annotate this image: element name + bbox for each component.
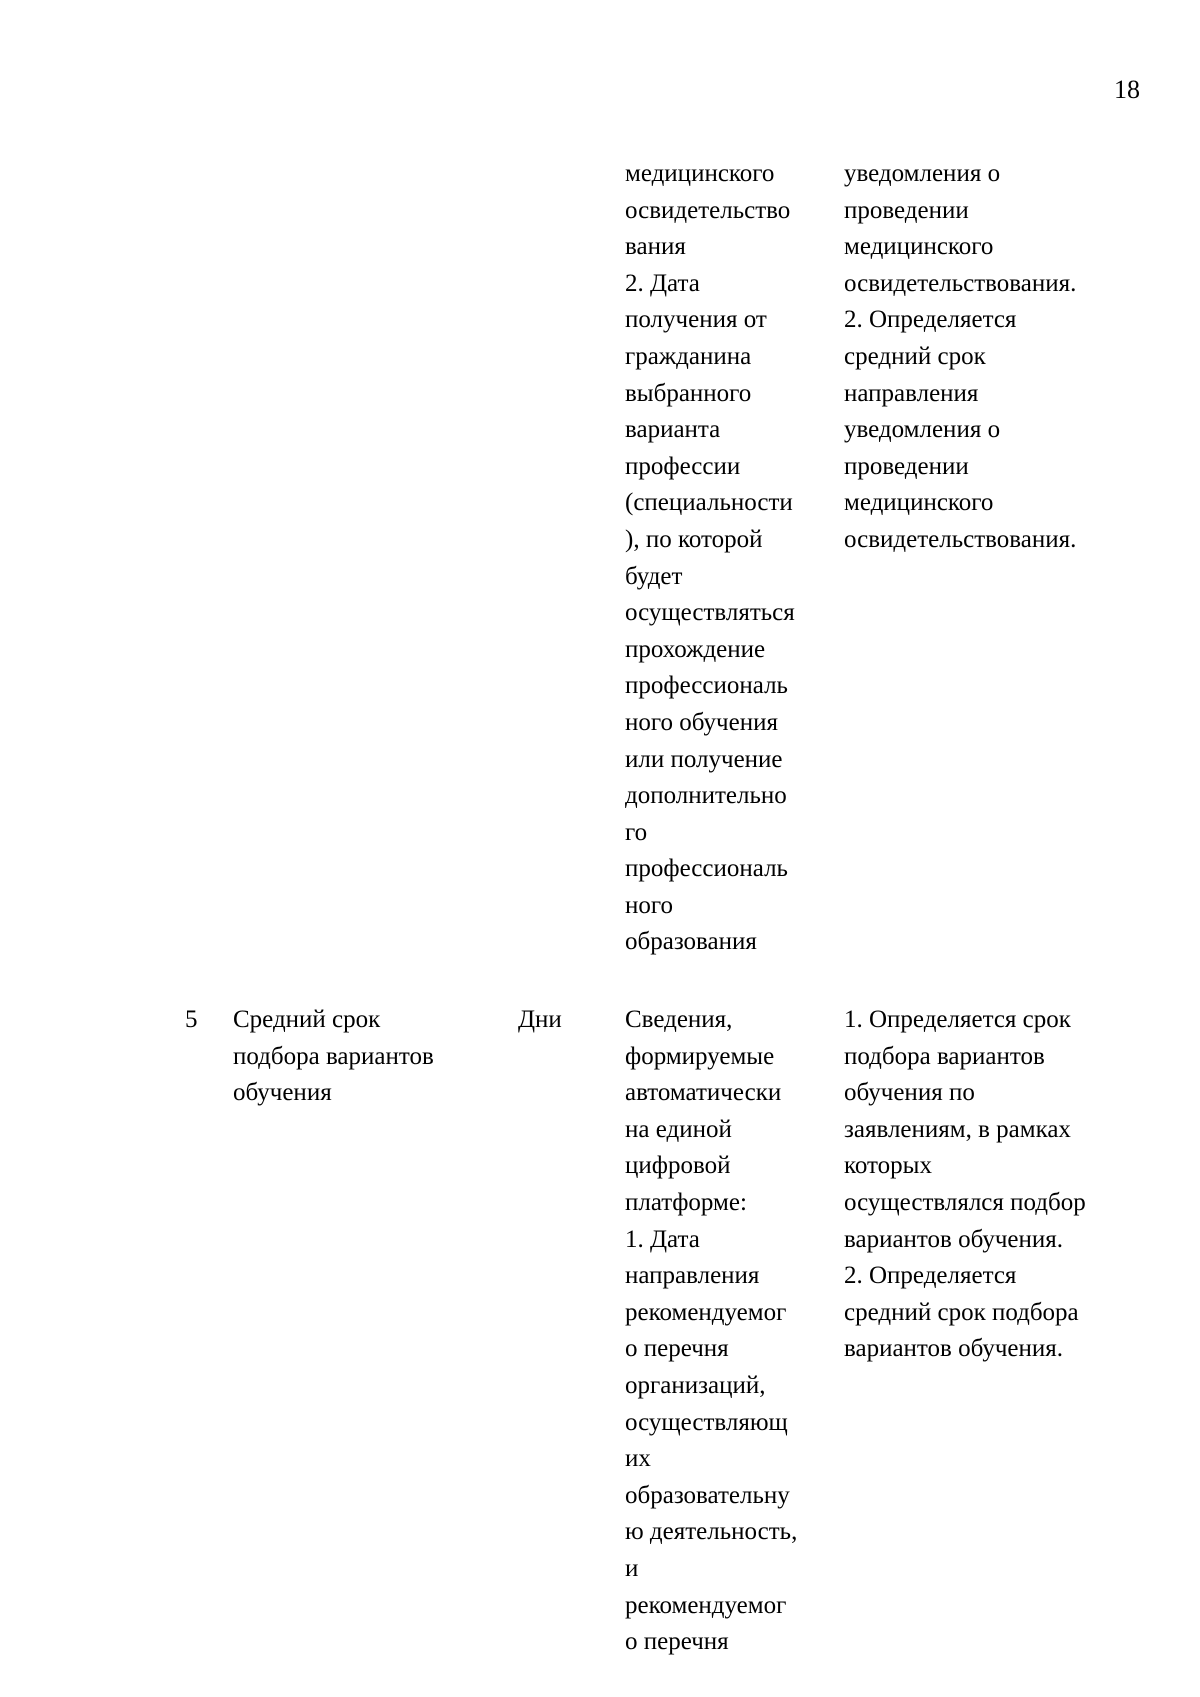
text-line: ю деятельность, [625,1518,798,1546]
text-line: направления [844,379,979,407]
text-line: 1. Определяется срок [844,1006,1071,1033]
row5-unit: Дни [518,1006,562,1033]
text-line: медицинского [625,160,775,187]
row5-number: 5 [185,1006,198,1033]
row5-indicator-cell [233,1002,523,1112]
row5-method-cell [844,1002,1164,1368]
text-line: прохождение [625,635,766,663]
text-line: на единой [625,1115,732,1143]
text-line: организаций, [625,1371,766,1399]
text-line: проведении [844,196,969,224]
text-line: варианта [625,416,721,444]
text-line: или получение [625,745,783,773]
text-line: платформе: [625,1188,747,1216]
text-line: цифровой [625,1152,731,1180]
text-line: осуществляющ [625,1408,788,1436]
text-line: гражданина [625,342,752,370]
text-line: о перечня [625,1628,729,1656]
text-line: медицинского [844,489,994,517]
text-line: Сведения, [625,1006,733,1033]
text-line: освидетельство [625,196,791,224]
text-line: и [625,1554,639,1582]
text-line: освидетельствования. [844,525,1077,553]
page-number: 18 [1114,75,1140,104]
text-line: вариантов обучения. [844,1225,1064,1253]
text-line: которых [844,1152,932,1180]
text-line: дополнительно [625,782,787,810]
text-line: образовательну [625,1481,790,1509]
text-line: будет [625,562,683,590]
text-line: освидетельствования. [844,269,1077,297]
text-line: ного [625,891,674,919]
text-line: осуществляться [625,599,795,627]
text-line: о перечня [625,1335,729,1363]
text-line: уведомления о [844,160,1001,187]
text-line: подбора вариантов [844,1042,1045,1070]
text-line: 2. Определяется [844,1262,1017,1290]
text-line: ного обучения [625,708,778,736]
text-line: средний срок [844,342,986,370]
text-line: рекомендуемог [625,1591,787,1619]
text-line: обучения [233,1079,332,1107]
text-line: го [625,818,648,846]
text-line: вания [625,233,686,261]
text-line: 2. Определяется [844,306,1017,334]
text-line: 2. Дата [625,269,700,297]
text-line: формируемые [625,1042,775,1070]
row5-source-cell [625,1002,840,1661]
text-line: уведомления о [844,416,1001,444]
text-line: автоматически [625,1079,782,1107]
text-line: рекомендуемог [625,1298,787,1326]
text-line: медицинского [844,233,994,261]
continued-source-cell [625,156,840,961]
text-line: профессиональ [625,855,788,883]
text-line: получения от [625,306,767,334]
text-line: Средний срок [233,1006,381,1033]
text-line: 1. Дата [625,1225,700,1253]
text-line: профессии [625,452,741,480]
text-line: ), по которой [625,525,763,553]
text-line: их [625,1445,651,1473]
text-line: направления [625,1262,760,1290]
text-line: проведении [844,452,969,480]
text-line: образования [625,928,757,956]
continued-method-cell [844,156,1164,559]
text-line: обучения по [844,1079,975,1107]
text-line: средний срок подбора [844,1298,1079,1326]
text-line: (специальности [625,489,793,517]
text-line: выбранного [625,379,752,407]
text-line: вариантов обучения. [844,1335,1064,1363]
text-line: осуществлялся подбор [844,1188,1086,1216]
text-line: заявлениям, в рамках [844,1115,1071,1143]
text-line: профессиональ [625,672,788,700]
text-line: подбора вариантов [233,1042,434,1070]
